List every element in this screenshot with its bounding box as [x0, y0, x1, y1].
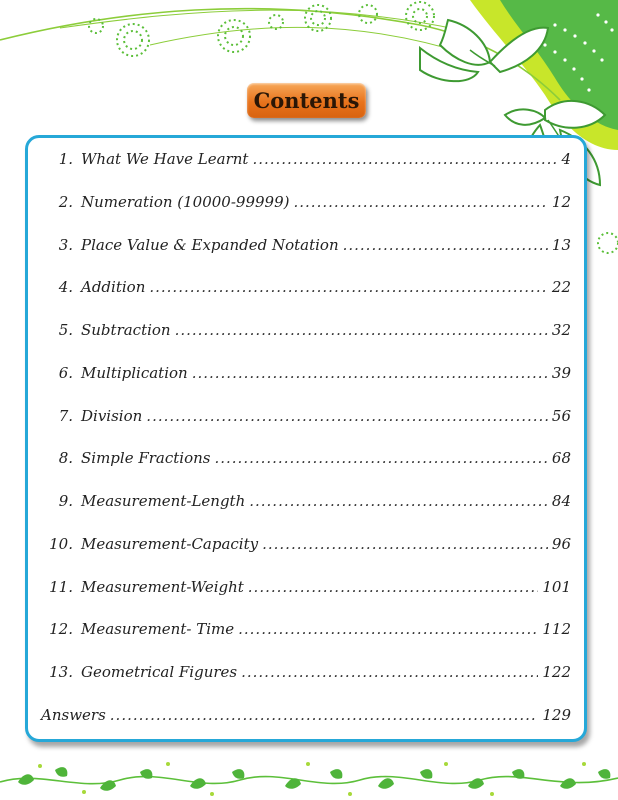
toc-dot-leader: [262, 535, 548, 553]
toc-entry-page: 122: [542, 663, 571, 681]
page-title: Contents: [253, 88, 360, 113]
toc-entry-page: 12: [551, 192, 571, 211]
toc-dot-leader: [175, 321, 548, 339]
toc-dot-leader: [146, 407, 548, 425]
toc-dot-leader: [252, 150, 557, 168]
toc-entry-title: Measurement-Length: [81, 492, 246, 510]
toc-dot-leader: [248, 578, 539, 596]
toc-entry-title: Answers: [41, 705, 106, 724]
toc-entry-page: 4: [561, 150, 571, 168]
toc-entry-number: 5.: [58, 321, 73, 339]
toc-entry-number: 2.: [58, 192, 73, 211]
toc-entry-page: 13: [551, 235, 571, 254]
toc-dot-leader: [110, 706, 539, 724]
toc-dot-leader: [238, 620, 538, 638]
toc-entry-title: Place Value & Expanded Notation: [81, 235, 339, 254]
toc-entry-number: 3.: [58, 235, 73, 254]
toc-entry-number: 13.: [49, 663, 73, 681]
toc-entry: [41, 150, 571, 172]
toc-entry-number: 9.: [58, 492, 73, 510]
toc-entry-number: 1.: [58, 150, 73, 168]
toc-entry: [41, 492, 571, 514]
toc-entry-title: Geometrical Figures: [81, 663, 238, 681]
toc-entry-number: 6.: [58, 363, 73, 382]
toc-entry-title: Simple Fractions: [81, 449, 211, 468]
toc-entry: [41, 321, 571, 343]
toc-list: [28, 138, 584, 739]
toc-entry: [41, 535, 571, 557]
toc-entry-page: 84: [551, 492, 571, 510]
toc-entry: [41, 620, 571, 642]
toc-dot-leader: [192, 364, 548, 382]
toc-entry-page: 22: [551, 278, 571, 297]
toc-entry-title: Subtraction: [81, 321, 171, 339]
toc-frame: [25, 135, 587, 742]
toc-entry-title: Division: [81, 406, 143, 425]
toc-entry: [41, 663, 571, 685]
toc-entry-number: 7.: [58, 406, 73, 425]
toc-entry-number: 11.: [49, 577, 73, 596]
toc-entry-title: Addition: [81, 278, 146, 297]
toc-entry-title: Measurement-Weight: [81, 577, 244, 596]
toc-dot-leader: [343, 236, 548, 254]
toc-entry-page: 39: [551, 363, 571, 382]
toc-dot-leader: [149, 278, 548, 296]
toc-entry-title: Measurement- Time: [81, 620, 235, 639]
toc-entry: [41, 236, 571, 258]
toc-entry: [41, 578, 571, 600]
toc-entry-page: 32: [551, 321, 571, 339]
toc-entry-number: 4.: [58, 278, 73, 297]
contents-title-badge: [247, 83, 366, 118]
toc-dot-leader: [249, 492, 548, 510]
toc-dot-leader: [241, 663, 538, 681]
toc-entry: [41, 407, 571, 429]
toc-entry-page: 101: [542, 577, 571, 596]
toc-entry-page: 96: [551, 534, 571, 553]
toc-entry-title: Measurement-Capacity: [81, 534, 259, 553]
toc-entry: [41, 706, 571, 728]
toc-entry-page: 56: [551, 406, 571, 425]
toc-entry-page: 68: [551, 449, 571, 468]
toc-entry: [41, 364, 571, 386]
toc-entry: [41, 278, 571, 300]
toc-entry-number: 8.: [58, 449, 73, 468]
toc-entry-page: 129: [542, 705, 571, 724]
toc-entry-title: What We Have Learnt: [81, 150, 249, 168]
toc-entry: [41, 449, 571, 471]
vine-border: [0, 752, 618, 800]
toc-entry-title: Multiplication: [81, 363, 188, 382]
toc-entry-number: 10.: [49, 534, 73, 553]
toc-dot-leader: [294, 193, 548, 211]
toc-dot-leader: [214, 449, 547, 467]
toc-entry-title: Numeration (10000-99999): [81, 192, 290, 211]
toc-entry-page: 112: [542, 620, 571, 639]
toc-entry-number: 12.: [49, 620, 73, 639]
toc-entry: [41, 193, 571, 215]
